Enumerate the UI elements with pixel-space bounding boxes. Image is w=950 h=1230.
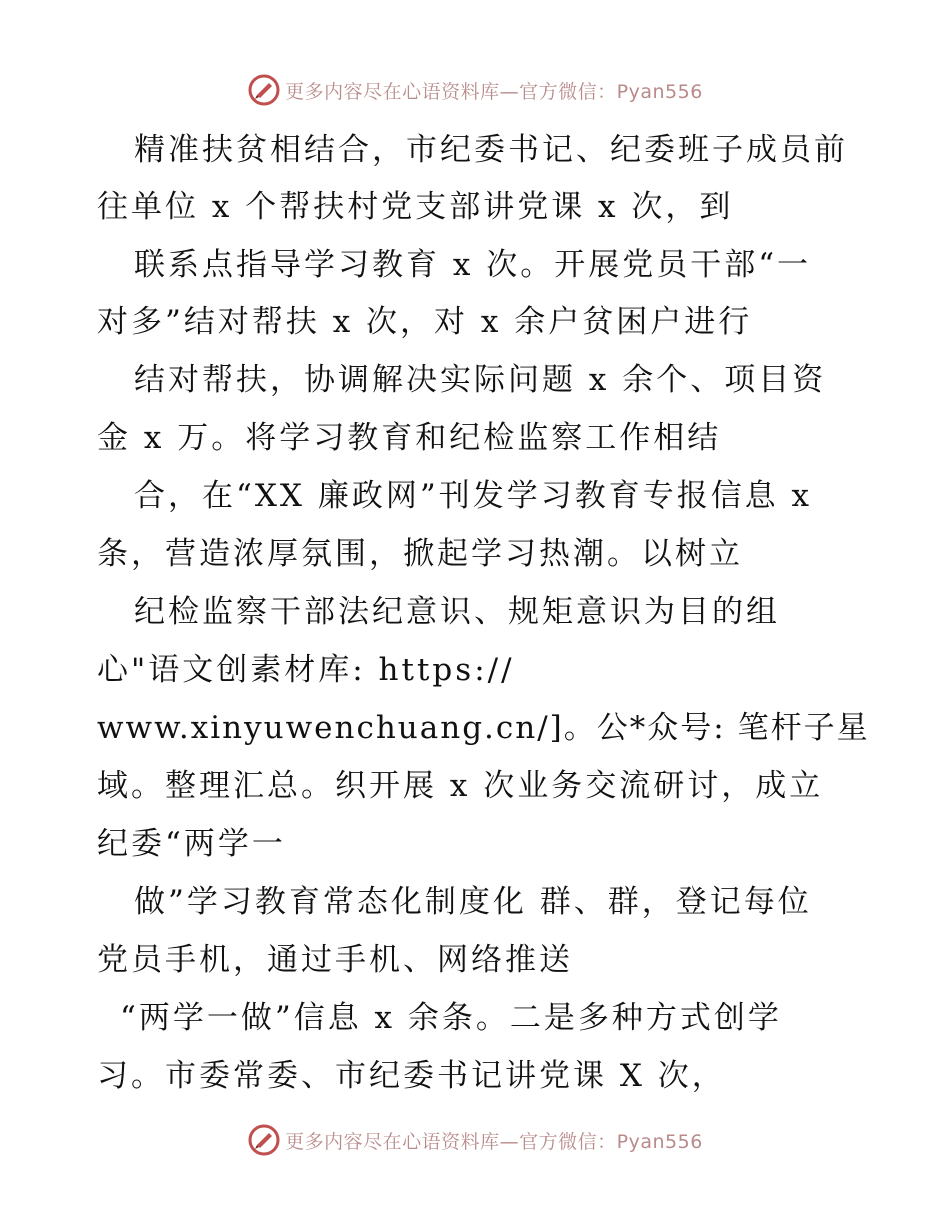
- banner-text: 更多内容尽在心语资料库—官方微信：Pyan556: [285, 1130, 703, 1153]
- text-line: 往单位 x 个帮扶村党支部讲党课 x 次，到: [97, 189, 734, 225]
- text-line: 对多”结对帮扶 x 次，对 x 余户贫困户进行: [97, 304, 753, 340]
- text-line: 结对帮扶，协调解决实际问题 x 余个、项目资: [134, 362, 827, 398]
- text-line: 域。整理汇总。织开展 x 次业务交流研讨，成立: [97, 768, 824, 804]
- logo-icon: [247, 1123, 281, 1157]
- text-line: 习。市委常委、市纪委书记讲党课 X 次，: [97, 1058, 726, 1094]
- text-line: 纪检监察干部法纪意识、规矩意识为目的组: [134, 594, 780, 630]
- banner-text: 更多内容尽在心语资料库—官方微信：Pyan556: [285, 80, 703, 103]
- text-line: 心"语文创素材库: https://: [97, 652, 515, 688]
- text-line: 条，营造浓厚氛围，掀起学习热潮。以树立: [97, 536, 743, 572]
- text-line: 金 x 万。将学习教育和纪检监察工作相结: [97, 420, 722, 456]
- text-line: “两学一做”信息 x 余条。二是多种方式创学: [120, 1000, 782, 1036]
- logo-icon: [247, 73, 281, 107]
- text-line: 做”学习教育常态化制度化 群、群，登记每位: [134, 884, 812, 920]
- text-line: 精准扶贫相结合，市纪委书记、纪委班子成员前: [134, 132, 848, 168]
- footer-banner: [0, 1120, 950, 1160]
- header-banner: [0, 70, 950, 110]
- text-line: 合，在“XX 廉政网”刊发学习教育专报信息 x: [134, 478, 813, 514]
- text-line: www.xinyuwenchuang.cn/]。公*众号: 笔杆子星: [97, 710, 870, 746]
- text-line: 纪委“两学一: [97, 826, 286, 862]
- text-line: 联系点指导学习教育 x 次。开展党员干部“一: [134, 247, 812, 283]
- text-line: 党员手机，通过手机、网络推送: [97, 942, 573, 978]
